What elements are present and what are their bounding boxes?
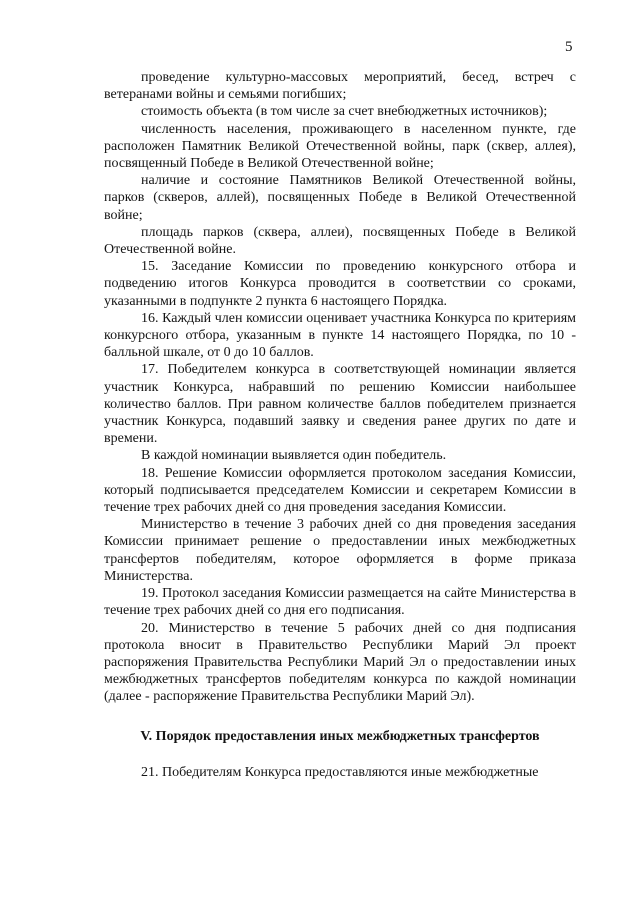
paragraph-park-area: площадь парков (сквера, аллеи), посвященных Победе в Великой Отечественной войне. xyxy=(104,224,576,258)
paragraph-item-15: 15. Заседание Комиссии по проведению конкурсного отбора и подведению итогов Конкурса проводится в соответствии со сроками, указанными в подпункте 2 пункта 6 настоящего Порядка. xyxy=(104,259,576,309)
paragraph-item-16: 16. Каждый член комиссии оценивает участника Конкурса по критериям конкурсного отбора, указанным в пункте 14 настоящего Порядка, по 10 - балльной шкале, от 0 до 10 баллов. xyxy=(104,310,576,361)
paragraph-one-winner: В каждой номинации выявляется один победитель. xyxy=(141,448,447,464)
paragraph-ministry-decision: Министерство в течение 3 рабочих дней со дня проведения заседания Комиссии принимает решение о предоставлении иных межбюджетных трансфертов победителям, которое оформляется в форме приказа Министерства. xyxy=(104,517,576,584)
paragraph-monument-condition: наличие и состояние Памятников Великой Отечественной войны, парков (скверов, аллей), посвященных Победе в Великой Отечественной войне; xyxy=(104,173,576,223)
page-number: 5 xyxy=(565,39,573,55)
section-heading: V. Порядок предоставления иных межбюджетных трансфертов xyxy=(140,728,540,744)
paragraph-item-17: 17. Победителем конкурса в соответствующей номинации является участник Конкурса, набравший по решению Комиссии наибольшее количество баллов. При равном количестве баллов победителем признается участник Конкурса, подавший заявку и сведения ранее других по дате и времени. xyxy=(104,362,576,447)
paragraph-item-21: 21. Победителям Конкурса предоставляются иные межбюджетные xyxy=(141,764,539,780)
paragraph-item-20: 20. Министерство в течение 5 рабочих дней со дня подписания протокола вносит в Правительство Республики Марий Эл проект распоряжения Правительства Республики Марий Эл о предоставлении иных межбюджетных трансфертов победителям конкурса по каждой номинации (далее - распоряжение Правительства Республики Марий Эл). xyxy=(104,620,576,705)
paragraph-item-19: 19. Протокол заседания Комиссии размещается на сайте Министерства в течение трех рабочих дней со дня его подписания. xyxy=(104,586,576,619)
paragraph-item-18: 18. Решение Комиссии оформляется протоколом заседания Комиссии, который подписывается председателем Комиссии и секретарем Комиссии в течение трех рабочих дней со дня проведения заседания Комиссии. xyxy=(104,465,576,516)
paragraph-events: проведение культурно-массовых мероприятий, бесед, встреч с ветеранами войны и семьями погибших; xyxy=(104,70,576,103)
paragraph-object-cost: стоимость объекта (в том числе за счет внебюджетных источников); xyxy=(141,104,548,120)
paragraph-population: численность населения, проживающего в населенном пункте, где расположен Памятник Великой Отечественной войны, парк (сквер, аллея), посвященный Победе в Великой Отечественной войне; xyxy=(104,121,576,172)
document-body xyxy=(104,69,576,781)
